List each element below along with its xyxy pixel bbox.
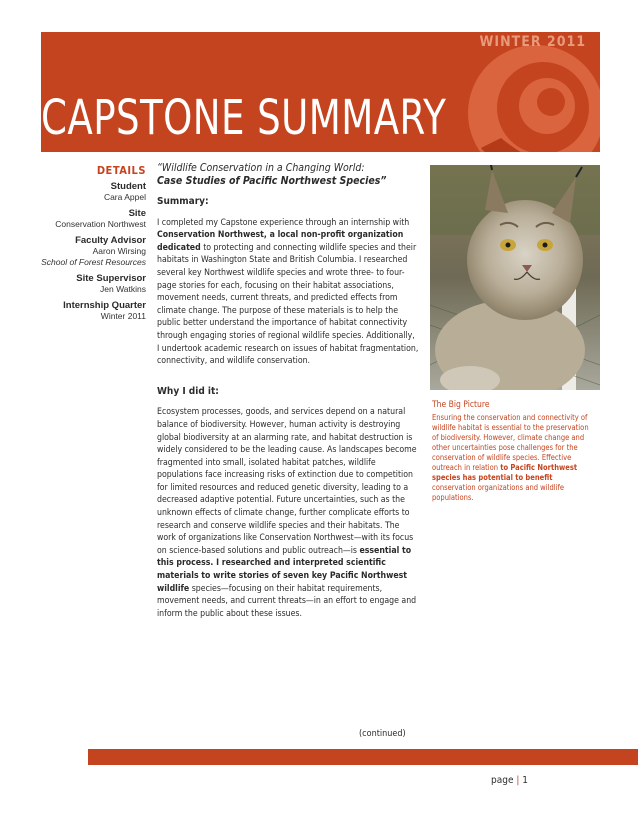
detail-label-site: Site (128, 208, 146, 219)
summary-text-2: to protecting and connecting wildlife species and their habitats in Washington State and British Columbia. I researched several key Northwest wildlife species and wrote three- to four-page stories for each, focusing on their habitat associations, movement needs, current threats, and predicted effects from climate change. The purpose of these materials is to help the public better understand the importance of habitat connectivity through engaging stories of regional wildlife species. Additionally, I undertook academic research on issues of habitat fragmentation, connectivity, and wildlife conservation. (157, 242, 419, 367)
caption-text-tail: conservation organizations and wildlife populations. (432, 483, 565, 502)
page-separator: | (516, 775, 520, 786)
logo-swirl-icon (461, 38, 600, 152)
detail-label-student: Student (110, 181, 146, 192)
details-sidebar (30, 165, 146, 322)
details-heading: DETAILS (96, 164, 146, 177)
page-title: CAPSTONE SUMMARY (41, 90, 447, 146)
summary-paragraph (157, 217, 419, 368)
page-label: page (491, 775, 514, 786)
summary-text-1: I completed my Capstone experience through an internship with (157, 217, 410, 228)
lynx-photo (430, 165, 600, 390)
summary-heading: Summary: (157, 196, 209, 207)
detail-value-site-supervisor: Jen Watkins (100, 284, 146, 294)
caption-heading: The Big Picture (432, 400, 490, 410)
page-number-value: 1 (522, 775, 528, 786)
article-body (157, 162, 419, 620)
detail-value-site: Conservation Northwest (55, 219, 146, 229)
detail-label-faculty-advisor: Faculty Advisor (75, 235, 146, 246)
why-text-2: species—focusing on their habitat requirements, movement needs, and current threats—in an effort to engage and inform the public about these issues. (157, 583, 417, 619)
why-heading: Why I did it: (157, 385, 219, 397)
article-title-line1: “Wildlife Conservation in a Changing World: (157, 162, 365, 174)
footer-bar (88, 749, 638, 765)
continued-label: (continued) (359, 729, 406, 739)
header-banner (41, 32, 600, 152)
article-title (157, 162, 419, 188)
detail-label-internship-quarter: Internship Quarter (63, 300, 146, 311)
detail-value-student: Cara Appel (103, 192, 146, 202)
photo-caption (432, 400, 597, 503)
detail-value-faculty-advisor: Aaron Wirsing (92, 246, 146, 256)
caption-text-bold: to Pacific Northwest species has potential to benefit (432, 463, 578, 482)
article-title-line2: Case Studies of Pacific Northwest Species” (157, 175, 387, 187)
season-label: WINTER 2011 (479, 34, 586, 50)
lynx-image (430, 165, 600, 390)
detail-value-faculty-school: School of Forest Resources (41, 257, 146, 267)
why-text-1: Ecosystem processes, goods, and services depend on a natural balance of biodiversity. However, human activity is destroying global biodiversity at an alarming rate, and habitat destruction is widely considered to be the leading cause. As landscapes become fragmented into small, isolated habitat patches, wildlife populations face increasing risks of extinction due to competition for limited resources and reduced genetic diversity, leading to a decreased adaptive potential. Future uncertainties, such as the unknown effects of climate change, further complicate efforts to research and conserve wildlife species and their habitats. The work of organizations like Conservation Northwest—with its focus on science-based solutions and public outreach—is (157, 407, 417, 556)
caption-text: Ensuring the conservation and connectivity of wildlife habitat is essential to the preservation of biodiversity. However, climate change and other uncertainties pose challenges for the conservation of wildlife species. Effective outreach in relation (432, 413, 589, 472)
why-paragraph (157, 406, 419, 620)
detail-label-site-supervisor: Site Supervisor (76, 273, 146, 284)
why-text-bold: essential to this process. I researched and interpreted scientific materials to write stories of seven key Pacific Northwest wildlife (157, 545, 412, 594)
detail-value-internship-quarter: Winter 2011 (100, 311, 146, 321)
page-number (491, 775, 528, 786)
summary-text-bold: Conservation Northwest, a local non-profit organization dedicated (157, 230, 404, 253)
